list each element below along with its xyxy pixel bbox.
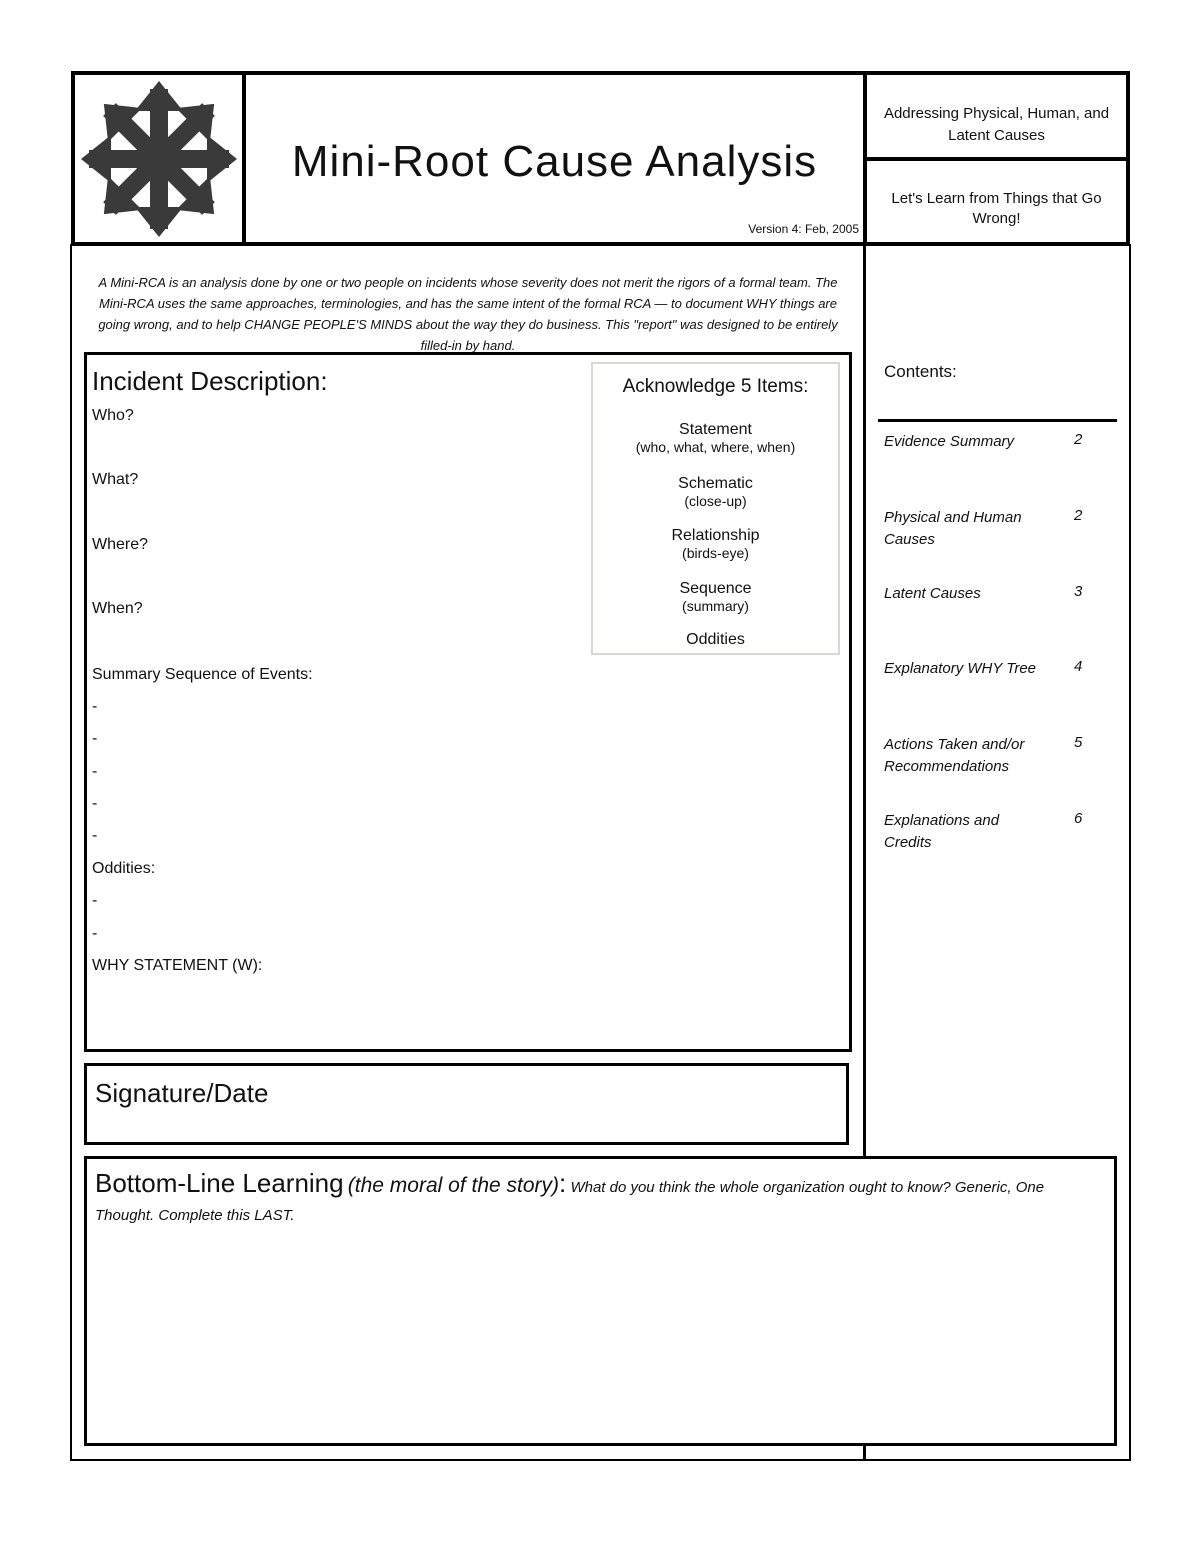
sequence-line-5[interactable]: - [92, 827, 98, 844]
oddities-line-2[interactable]: - [92, 925, 98, 942]
contents-item-label[interactable]: Evidence Summary [884, 433, 1015, 450]
contents-item-label[interactable]: Physical and Human Causes [884, 509, 1022, 548]
sequence-line-1[interactable]: - [92, 698, 98, 715]
ack-item-sub: (close-up) [684, 493, 747, 509]
contents-item-label[interactable]: Explanatory WHY Tree [884, 660, 1036, 677]
contents-item-page: 4 [1074, 658, 1083, 675]
title-box [242, 71, 867, 246]
what-field[interactable]: What? [92, 471, 139, 488]
contents-item-page: 2 [1074, 431, 1083, 448]
signature-box[interactable] [84, 1063, 849, 1145]
sequence-line-2[interactable]: - [92, 730, 98, 747]
contents-title: Contents: [884, 362, 957, 381]
ack-item-sub: (who, what, where, when) [635, 439, 796, 455]
summary-sequence-label: Summary Sequence of Events: [92, 666, 313, 683]
ack-item-label: Sequence [679, 580, 752, 597]
bottom-line-title: Bottom-Line Learning [95, 1168, 344, 1198]
why-statement-field[interactable]: WHY STATEMENT (W): [92, 957, 263, 974]
ack-item-label: Relationship [671, 527, 760, 544]
contents-item-page: 2 [1074, 507, 1083, 524]
page-title: Mini-Root Cause Analysis [291, 137, 818, 186]
acknowledge-title: Acknowledge 5 Items: [622, 376, 809, 397]
logo-box [71, 71, 246, 246]
ack-item-sequence [593, 579, 838, 615]
bottom-line-subtitle: (the moral of the story) [347, 1174, 560, 1197]
bottom-line-box[interactable] [84, 1156, 1117, 1446]
ack-item-sub: (birds-eye) [682, 545, 749, 561]
bottom-line-text [95, 1169, 1095, 1230]
contents-item-page: 5 [1074, 734, 1083, 751]
asterisk-arrows-icon [75, 75, 242, 242]
oddities-line-1[interactable]: - [92, 892, 98, 909]
ack-item-relationship [593, 526, 838, 562]
contents-item-label[interactable]: Latent Causes [884, 585, 981, 602]
sequence-line-4[interactable]: - [92, 795, 98, 812]
tagline-box-2 [863, 157, 1130, 246]
sequence-line-3[interactable]: - [92, 763, 98, 780]
contents-item-label[interactable]: Actions Taken and/or Recommendations [884, 736, 1025, 775]
who-field[interactable]: Who? [92, 407, 134, 424]
ack-item-schematic [593, 474, 838, 510]
intro-text: A Mini-RCA is an analysis done by one or two people on incidents whose severity does not merit the rigors of a formal team. The Mini-RCA uses the same approaches, terminologies, and has the same intent of the formal RCA — to document WHY things are going wrong, and to help CHANGE PEOPLE'S MINDS about the way they do business. This "report" was designed to be entirely filled-in by hand. [98, 275, 838, 353]
ack-item-statement [593, 420, 838, 456]
contents-item-label[interactable]: Explanations and Credits [884, 812, 1000, 851]
when-field[interactable]: When? [92, 600, 143, 617]
acknowledge-box [591, 362, 840, 655]
ack-item-oddities [593, 630, 838, 649]
contents-item-page: 3 [1074, 583, 1083, 600]
where-field[interactable]: Where? [92, 536, 149, 553]
ack-item-sub: (summary) [682, 598, 749, 614]
bottom-line-prompt: What do you think the whole organization ought to know? Generic, One Thought. Complete this LAST. [95, 1179, 1045, 1224]
bottom-line-colon: : [559, 1168, 567, 1198]
version-label: Version 4: Feb, 2005 [748, 222, 859, 236]
ack-item-label: Schematic [678, 475, 753, 492]
contents-item-page: 6 [1074, 810, 1083, 827]
tagline-box-1 [863, 71, 1130, 161]
ack-item-label: Oddities [686, 631, 745, 648]
incident-title: Incident Description: [92, 366, 328, 396]
tagline-2: Let's Learn from Things that Go Wrong! [891, 190, 1102, 227]
ack-item-label: Statement [679, 421, 752, 438]
tagline-1: Addressing Physical, Human, and Latent Causes [883, 105, 1110, 144]
oddities-label: Oddities: [92, 860, 156, 877]
contents-divider [878, 419, 1117, 422]
signature-title: Signature/Date [95, 1078, 269, 1108]
